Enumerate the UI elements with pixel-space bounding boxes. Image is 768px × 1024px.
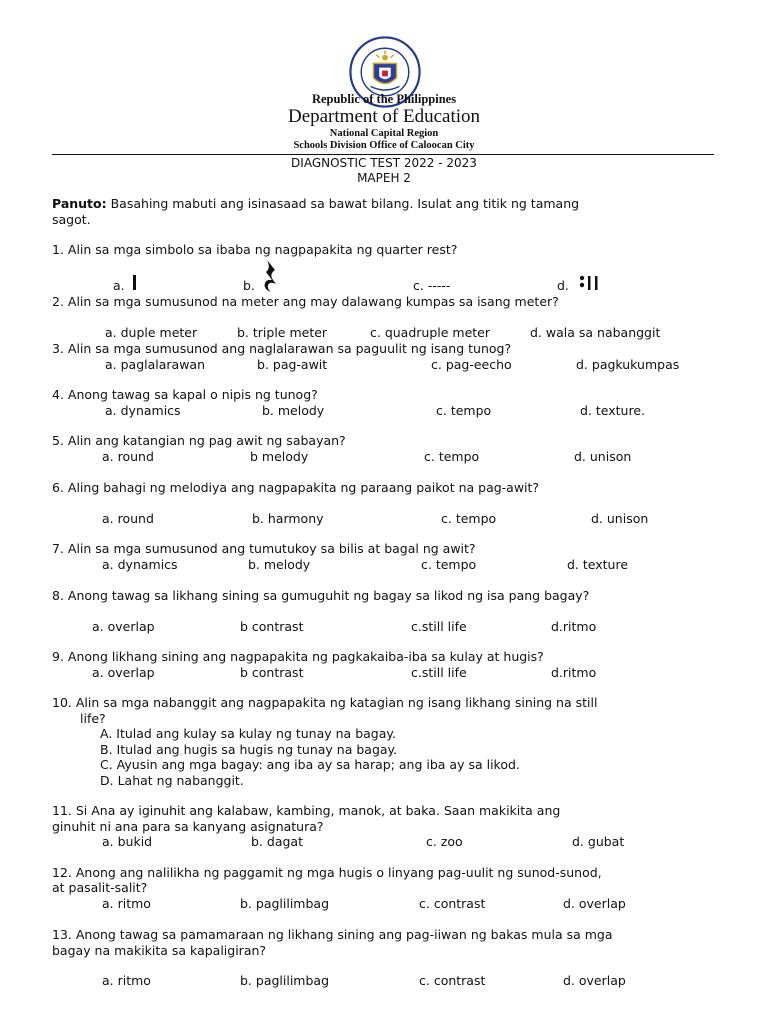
q2-option-a: a. duple meter: [105, 325, 198, 340]
test-title: DIAGNOSTIC TEST 2022 - 2023: [291, 156, 477, 170]
q1-option-d: d.: [557, 278, 569, 293]
q3-option-a: a. paglalarawan: [105, 357, 206, 372]
question-11-stem-line-2: ginuhit ni ana para sa kanyang asignatura?: [52, 819, 324, 834]
q5-option-b: b melody: [250, 449, 309, 464]
q11-option-b: b. dagat: [251, 834, 303, 849]
q4-option-a: a. dynamics: [105, 403, 181, 418]
question-9-stem: 9. Anong likhang sining ang nagpapakita ng pagkakaiba-iba sa kulay at hugis?: [52, 649, 544, 664]
question-13-stem-line-1: 13. Anong tawag sa pamamaraan ng likhang sining ang pag-iiwan ng bakas mula sa mga: [52, 927, 613, 942]
question-13-stem-line-2: bagay na makikita sa kapaligiran?: [52, 943, 267, 958]
question-11-stem-line-1: 11. Si Ana ay iginuhit ang kalabaw, kambing, manok, at baka. Saan makikita ang: [52, 803, 561, 818]
q12-option-a: a. ritmo: [102, 896, 151, 911]
q2-option-c: c. quadruple meter: [370, 325, 491, 340]
q12-option-c: c. contrast: [419, 896, 486, 911]
q4-option-c: c. tempo: [436, 403, 492, 418]
q6-option-c: c. tempo: [441, 511, 497, 526]
q8-option-d: d.ritmo: [551, 619, 597, 634]
q13-option-b: b. paglilimbag: [240, 973, 330, 988]
q10-option-c: C. Ayusin ang mga bagay: ang iba ay sa harap; ang iba ay sa likod.: [100, 757, 520, 772]
q11-option-c: c. zoo: [426, 834, 463, 849]
q4-option-d: d. texture.: [580, 403, 646, 418]
instructions-text: Basahing mabuti ang isinasaad sa bawat bilang. Isulat ang titik ng tamang: [110, 196, 580, 211]
instructions-line-2: sagot.: [52, 212, 91, 227]
q10-option-a: A. Itulad ang kulay sa kulay ng tunay na bagay.: [100, 726, 396, 741]
q4-option-b: b. melody: [262, 403, 325, 418]
department-heading: Department of Education: [287, 106, 481, 127]
subject-title: MAPEH 2: [357, 171, 411, 185]
q6-option-a: a. round: [102, 511, 154, 526]
q7-option-b: b. melody: [248, 557, 311, 572]
q12-option-b: b. paglilimbag: [240, 896, 330, 911]
q8-option-b: b contrast: [240, 619, 304, 634]
q5-option-a: a. round: [102, 449, 154, 464]
question-12-stem-line-1: 12. Anong ang nalilikha ng paggamit ng mga hugis o linyang pag-uulit ng sunod-sunod,: [52, 865, 602, 880]
header-divider: [52, 154, 714, 155]
question-7-stem: 7. Alin sa mga sumusunod ang tumutukoy sa bilis at bagal ng awit?: [52, 541, 476, 556]
q2-option-b: b. triple meter: [237, 325, 328, 340]
q3-option-d: d. pagkukumpas: [576, 357, 680, 372]
bar-line-icon: [132, 274, 138, 292]
q7-option-a: a. dynamics: [102, 557, 178, 572]
q9-option-b: b contrast: [240, 665, 304, 680]
q2-option-d: d. wala sa nabanggit: [530, 325, 661, 340]
q5-option-c: c. tempo: [424, 449, 480, 464]
q13-option-a: a. ritmo: [102, 973, 151, 988]
q13-option-d: d. overlap: [563, 973, 626, 988]
question-4-stem: 4. Anong tawag sa kapal o nipis ng tunog?: [52, 387, 318, 402]
division-heading: Schools Division Office of Caloocan City: [293, 140, 475, 151]
question-5-stem: 5. Alin ang katangian ng pag awit ng sabayan?: [52, 433, 346, 448]
question-3-stem: 3. Alin sa mga sumusunod ang naglalarawan sa paguulit ng isang tunog?: [52, 341, 512, 356]
q3-option-c: c. pag-eecho: [431, 357, 512, 372]
question-8-stem: 8. Anong tawag sa likhang sining sa gumuguhit ng bagay sa likod ng isa pang bagay?: [52, 588, 590, 603]
q8-option-a: a. overlap: [92, 619, 155, 634]
quarter-rest-icon: [261, 258, 281, 294]
question-6-stem: 6. Aling bahagi ng melodiya ang nagpapakita ng paraang paikot na pag-awit?: [52, 480, 540, 495]
instructions-line-1: [52, 196, 579, 212]
question-1-stem: 1. Alin sa mga simbolo sa ibaba ng nagpapakita ng quarter rest?: [52, 242, 458, 257]
q8-option-c: c.still life: [411, 619, 467, 634]
republic-heading: Republic of the Philippines: [311, 92, 457, 106]
q11-option-d: d. gubat: [572, 834, 625, 849]
q5-option-d: d. unison: [574, 449, 632, 464]
region-heading: National Capital Region: [329, 128, 439, 139]
question-2-stem: 2. Alin sa mga sumusunod na meter ang may dalawang kumpas sa isang meter?: [52, 294, 559, 309]
question-10-stem-line-1: 10. Alin sa mga nabanggit ang nagpapakita ng katagian ng isang likhang sining na still: [52, 695, 598, 710]
q7-option-c: c. tempo: [421, 557, 477, 572]
q10-option-b: B. Itulad ang hugis sa hugis ng tunay na bagay.: [100, 742, 398, 757]
q6-option-d: d. unison: [591, 511, 649, 526]
q1-option-a: a.: [113, 278, 125, 293]
q9-option-c: c.still life: [411, 665, 467, 680]
q9-option-d: d.ritmo: [551, 665, 597, 680]
q3-option-b: b. pag-awit: [257, 357, 328, 372]
question-12-stem-line-2: at pasalit-salit?: [52, 880, 148, 895]
q11-option-a: a. bukid: [102, 834, 153, 849]
q9-option-a: a. overlap: [92, 665, 155, 680]
q6-option-b: b. harmony: [252, 511, 324, 526]
q12-option-d: d. overlap: [563, 896, 626, 911]
instructions-label: Panuto:: [52, 196, 107, 211]
q1-option-c: c. -----: [413, 278, 451, 293]
question-10-stem-line-2: life?: [80, 711, 106, 726]
q1-option-b: b.: [243, 278, 255, 293]
q13-option-c: c. contrast: [419, 973, 486, 988]
q7-option-d: d. texture: [567, 557, 629, 572]
repeat-sign-icon: [578, 272, 602, 292]
q10-option-d: D. Lahat ng nabanggit.: [100, 773, 244, 788]
